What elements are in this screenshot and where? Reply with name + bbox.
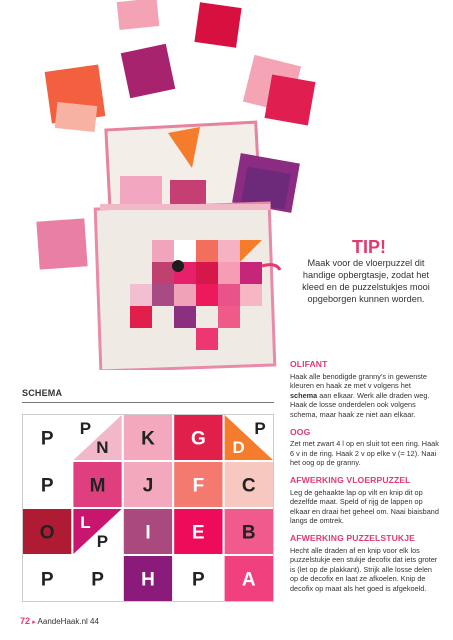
- schema-letter: N: [96, 438, 109, 457]
- schema-cell: [123, 414, 173, 461]
- schema-letter: B: [241, 522, 256, 544]
- section-heading: OLIFANT: [290, 359, 328, 369]
- schema-cell: [72, 414, 122, 461]
- page-footer: [20, 616, 99, 626]
- schema-cell: [173, 555, 223, 602]
- instruction-section: [290, 360, 440, 420]
- schema-letter: A: [241, 569, 256, 591]
- schema-cell: [123, 508, 173, 555]
- schema-letter: G: [191, 428, 206, 450]
- schema-letter: P: [91, 569, 104, 591]
- footer-separator-icon: ▸: [32, 619, 36, 626]
- tip-text: Maak voor de vloerpuzzel dit handige opbergtasje, zodat het kleed en de puzzelstukjes mooi opgeborgen kunnen worden.: [302, 258, 430, 304]
- schema-letter: O: [39, 522, 55, 544]
- schema-cell: [22, 555, 72, 602]
- schema-letter: E: [192, 522, 205, 544]
- schema-cell: [173, 461, 223, 508]
- instructions-column: [290, 360, 440, 601]
- schema-letter: H: [141, 569, 155, 591]
- schema-letter: L: [80, 513, 91, 532]
- section-text: Hecht alle draden af en knip voor elk los puzzelstukje een stukje decofix dat iets groter is (let op de plakkant). Strijk alle losse delen op de decofix en laat ze afkoelen. Knip de decofix op maat als het goed is afgekoeld.: [290, 545, 438, 593]
- schema-cell: [123, 555, 173, 602]
- footer-source: AandeHaak.nl 44: [37, 617, 99, 626]
- page-number: 72: [20, 616, 31, 626]
- schema-cell: [22, 414, 72, 461]
- schema-cell: [224, 508, 274, 555]
- schema-cell: [173, 414, 223, 461]
- schema-cell: [173, 508, 223, 555]
- schema-letter: P: [79, 419, 92, 438]
- schema-cell: [22, 461, 72, 508]
- instruction-section: [290, 476, 440, 526]
- schema-cell: [22, 508, 72, 555]
- schema-cell: [224, 555, 274, 602]
- tip-heading: TIP!: [352, 237, 386, 257]
- schema-letter: J: [142, 475, 154, 497]
- schema-cell: [123, 461, 173, 508]
- schema-letter: P: [40, 475, 54, 497]
- schema-divider: [22, 402, 274, 403]
- section-heading: AFWERKING VLOERPUZZEL: [290, 474, 411, 485]
- schema-letter: F: [192, 475, 205, 497]
- section-text: Leg de gehaakte lap op vilt en knip dit op dezelfde maat. Speld of rijg de lappen op elkaar en draai het geheel om. Naai biaisband langs de omtrek.: [290, 487, 439, 526]
- instruction-section: [290, 534, 440, 594]
- section-text: Haak alle benodigde granny’s in gewenste kleuren en haak ze met v volgens het schema aan elkaar. Werk alle draden weg. Haak de losse onderdelen ook volgens schema, maar haak ze niet aan elkaar.: [290, 371, 430, 419]
- schema-heading: SCHEMA: [22, 388, 63, 398]
- schema-letter: P: [192, 569, 205, 591]
- section-text: Zet met zwart 4 l op en sluit tot een ring. Haak 6 v in de ring. Haak 2 v op elke v (= 12). Naai het oog op de granny.: [290, 439, 439, 468]
- schema-cell: [224, 414, 274, 461]
- schema-letter: P: [40, 569, 54, 591]
- section-heading: OOG: [290, 426, 311, 437]
- schema-letter: K: [141, 428, 155, 450]
- schema-letter: P: [96, 532, 109, 551]
- schema-letter: D: [232, 438, 245, 457]
- schema-letter: C: [241, 475, 256, 497]
- schema-letter: M: [89, 475, 106, 497]
- schema-grid: [22, 414, 274, 602]
- storage-bag: [95, 122, 300, 370]
- schema-cell: [224, 461, 274, 508]
- section-heading: AFWERKING PUZZELSTUKJE: [290, 532, 415, 543]
- schema-letter: I: [145, 522, 151, 544]
- instruction-section: [290, 428, 440, 468]
- schema-letter: P: [40, 428, 54, 450]
- schema-cell: [72, 555, 122, 602]
- schema-letter: P: [254, 419, 266, 438]
- schema-cell: [72, 461, 122, 508]
- schema-cell: [72, 508, 122, 555]
